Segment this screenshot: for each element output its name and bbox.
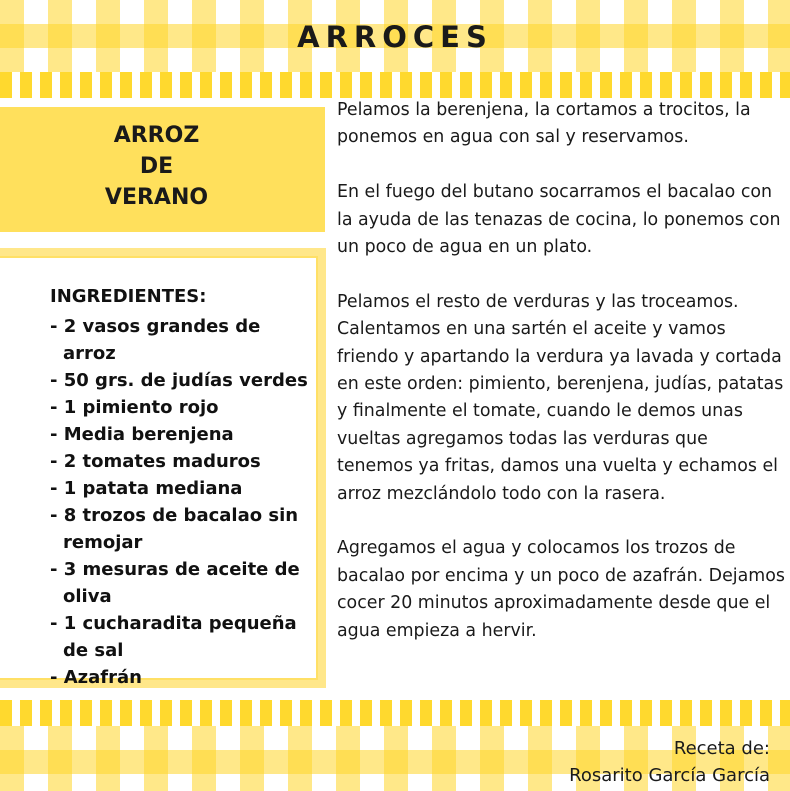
- ingredient-item: - Media berenjena: [50, 424, 234, 445]
- instructions-text: [337, 97, 787, 672]
- ingredients-heading: INGREDIENTES:: [50, 286, 207, 307]
- ingredient-item: - 3 mesuras de aceite de oliva: [50, 559, 300, 607]
- ingredient-item: - 1 pimiento rojo: [50, 397, 219, 418]
- ingredient-item: - 1 cucharadita pequeña de sal: [50, 613, 297, 661]
- credit-author: Rosarito García García: [569, 765, 770, 786]
- recipe-name: [0, 120, 313, 213]
- ingredient-item: - 8 trozos de bacalao sin remojar: [50, 505, 299, 553]
- header-stripe-border: [0, 72, 790, 98]
- ingredient-item: - 1 patata mediana: [50, 478, 243, 499]
- credit-label: Receta de:: [673, 738, 770, 759]
- recipe-name-line: DE: [139, 154, 174, 179]
- ingredient-item: - 2 vasos grandes de arroz: [50, 316, 261, 364]
- recipe-name-line: VERANO: [104, 185, 209, 210]
- recipe-credit: [569, 735, 770, 789]
- instruction-paragraph: En el fuego del butano socarramos el bacalao con la ayuda de las tenazas de cocina, lo ponemos con un poco de agua en un plato.: [337, 182, 781, 258]
- ingredient-item: - Azafrán: [50, 667, 142, 688]
- instruction-paragraph: Pelamos la berenjena, la cortamos a trocitos, la ponemos en agua con sal y reservamos.: [337, 100, 751, 148]
- instruction-paragraph: Agregamos el agua y colocamos los trozos de bacalao por encima y un poco de azafrán. Dejamos cocer 20 minutos aproximadamente desde que el agua empieza a hervir.: [337, 538, 785, 641]
- instruction-paragraph: Pelamos el resto de verduras y las troceamos. Calentamos en una sartén el aceite y vamos friendo y apartando la verdura ya lavada y cortada en este orden: pimiento, berenjena, judías, patatas y finalmente el tomate, cuando le demos unas vueltas agregamos todas las verduras que tenemos ya fritas, damos una vuelta y echamos el arroz mezclándolo todo con la rasera.: [337, 291, 784, 504]
- ingredients-list: [50, 313, 315, 691]
- ingredient-item: - 50 grs. de judías verdes: [50, 370, 308, 391]
- recipe-name-line: ARROZ: [113, 123, 200, 148]
- page-title: ARROCES: [297, 20, 493, 54]
- ingredient-item: - 2 tomates maduros: [50, 451, 261, 472]
- footer-stripe-border: [0, 700, 790, 726]
